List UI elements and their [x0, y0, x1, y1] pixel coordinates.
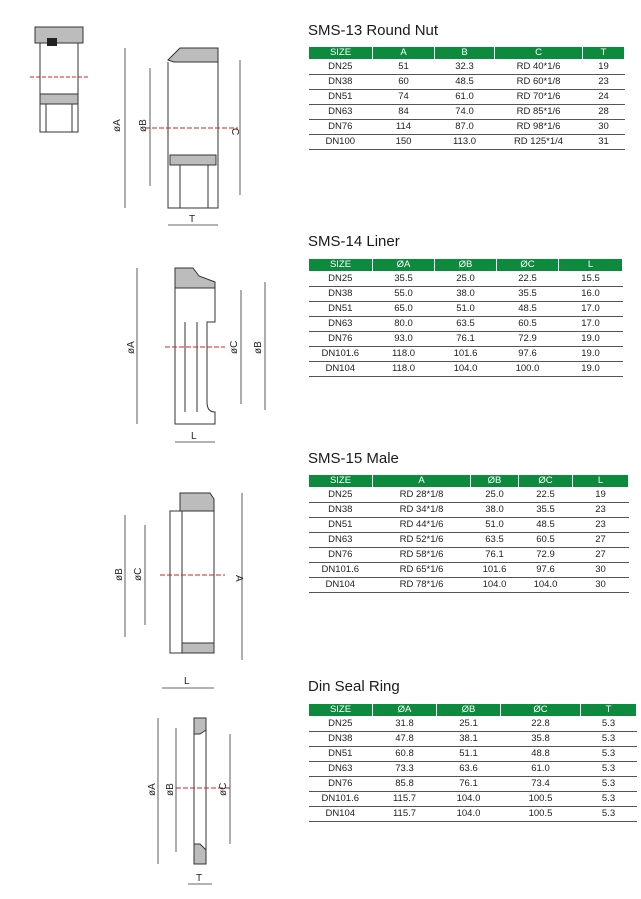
label-l: L: [184, 676, 190, 687]
table-row: [309, 732, 637, 747]
table-cell: DN51: [309, 747, 373, 762]
table-cell: DN76: [309, 548, 373, 563]
table-cell: RD 125*1/4: [495, 135, 583, 150]
column-header: ØA: [373, 704, 437, 717]
table-cell: 104.0: [437, 807, 501, 822]
table-cell: 31.8: [373, 717, 437, 732]
table-cell: 22.8: [501, 717, 581, 732]
table-cell: 73.4: [501, 777, 581, 792]
column-header: C: [495, 47, 583, 60]
table-cell: DN63: [309, 105, 373, 120]
seal-block: [47, 38, 57, 46]
label-dia-a: øA: [147, 783, 158, 796]
table-cell: 30: [583, 120, 625, 135]
table-cell: 72.9: [497, 332, 559, 347]
table-cell: 101.6: [435, 347, 497, 362]
table-cell: 60: [373, 75, 435, 90]
table-row: [309, 347, 623, 362]
table-cell: 5.3: [581, 777, 637, 792]
dimension-drawing-sms15: [110, 485, 260, 695]
thread-hatch: [170, 155, 216, 165]
ring-hatch-top: [194, 718, 206, 734]
table-cell: 22.5: [497, 272, 559, 287]
table-cell: 5.3: [581, 792, 637, 807]
column-header: L: [559, 259, 623, 272]
table-cell: 30: [573, 563, 629, 578]
table-cell: 25.0: [435, 272, 497, 287]
table-row: [309, 317, 623, 332]
table-row: [309, 807, 637, 822]
table-row: [309, 362, 623, 377]
column-header: T: [583, 47, 625, 60]
table-cell: 118.0: [373, 347, 435, 362]
table-cell: DN101.6: [309, 792, 373, 807]
column-header: T: [581, 704, 637, 717]
label-dia-c: øC: [229, 340, 240, 354]
column-header: ØA: [373, 259, 435, 272]
male-outline: [170, 511, 214, 653]
label-dia-a: øA: [112, 119, 123, 132]
table-cell: DN25: [309, 272, 373, 287]
table-cell: DN63: [309, 317, 373, 332]
table-cell: DN104: [309, 578, 373, 593]
section-title-din-seal-ring: Din Seal Ring: [308, 678, 400, 695]
table-row: [309, 777, 637, 792]
table-cell: 38.0: [435, 287, 497, 302]
table-cell: RD 70*1/6: [495, 90, 583, 105]
dimension-drawing-din-seal-ring: [140, 710, 260, 890]
table-header-row: [309, 47, 625, 60]
table-cell: 51.1: [437, 747, 501, 762]
table-cell: 76.1: [435, 332, 497, 347]
table-cell: DN104: [309, 362, 373, 377]
table-cell: 19: [573, 488, 629, 503]
table-cell: 65.0: [373, 302, 435, 317]
table-cell: 60.5: [497, 317, 559, 332]
table-cell: 35.5: [373, 272, 435, 287]
table-cell: 25.1: [437, 717, 501, 732]
column-header: A: [373, 47, 435, 60]
table-cell: 60.5: [519, 533, 573, 548]
liner-hatch: [175, 268, 215, 288]
column-header: ØB: [437, 704, 501, 717]
table-cell: DN101.6: [309, 563, 373, 578]
table-cell: 115.7: [373, 807, 437, 822]
column-header: SIZE: [309, 475, 373, 488]
table-cell: 23: [573, 503, 629, 518]
table-cell: 27: [573, 548, 629, 563]
table-row: [309, 488, 629, 503]
table-cell: RD 60*1/8: [495, 75, 583, 90]
table-cell: 115.7: [373, 792, 437, 807]
label-dia-a: øA: [126, 341, 137, 354]
table-cell: 19: [583, 60, 625, 75]
spec-table-din-seal-ring: [308, 703, 637, 822]
ring-hatch-bottom: [194, 844, 206, 864]
table-cell: 19.0: [559, 362, 623, 377]
table-cell: DN25: [309, 717, 373, 732]
table-header-row: [309, 475, 629, 488]
table-cell: 60.8: [373, 747, 437, 762]
table-cell: DN101.6: [309, 347, 373, 362]
table-cell: 23: [583, 75, 625, 90]
table-cell: RD 28*1/8: [373, 488, 471, 503]
table-row: [309, 302, 623, 317]
table-row: [309, 578, 629, 593]
table-cell: 15.5: [559, 272, 623, 287]
table-row: [309, 75, 625, 90]
table-cell: RD 34*1/8: [373, 503, 471, 518]
table-cell: 22.5: [519, 488, 573, 503]
column-header: ØC: [497, 259, 559, 272]
label-dia-b: øB: [165, 783, 176, 796]
male-hatch: [180, 493, 214, 511]
label-dia-c: øC: [218, 782, 229, 796]
table-row: [309, 503, 629, 518]
table-cell: RD 40*1/6: [495, 60, 583, 75]
table-cell: 48.5: [497, 302, 559, 317]
table-cell: RD 65*1/6: [373, 563, 471, 578]
table-cell: DN76: [309, 777, 373, 792]
column-header: A: [373, 475, 471, 488]
table-row: [309, 548, 629, 563]
table-cell: 80.0: [373, 317, 435, 332]
table-cell: 17.0: [559, 302, 623, 317]
table-cell: 72.9: [519, 548, 573, 563]
table-cell: 19.0: [559, 332, 623, 347]
table-cell: 51.0: [435, 302, 497, 317]
label-l: L: [191, 431, 197, 442]
table-cell: 87.0: [435, 120, 495, 135]
table-cell: 25.0: [471, 488, 519, 503]
table-cell: 61.0: [435, 90, 495, 105]
table-cell: DN104: [309, 807, 373, 822]
table-cell: 48.5: [519, 518, 573, 533]
table-row: [309, 332, 623, 347]
table-cell: 76.1: [471, 548, 519, 563]
spec-table-sms13: [308, 46, 625, 150]
section-title-sms15: SMS-15 Male: [308, 450, 399, 467]
table-row: [309, 518, 629, 533]
table-cell: 84: [373, 105, 435, 120]
table-cell: 5.3: [581, 807, 637, 822]
table-cell: RD 58*1/6: [373, 548, 471, 563]
table-cell: 16.0: [559, 287, 623, 302]
table-cell: DN76: [309, 332, 373, 347]
table-cell: 97.6: [519, 563, 573, 578]
label-t: T: [196, 873, 203, 884]
thread-hatch: [182, 643, 214, 653]
column-header: L: [573, 475, 629, 488]
label-dia-b: øB: [114, 568, 125, 581]
table-header-row: [309, 704, 637, 717]
table-cell: 113.0: [435, 135, 495, 150]
nut-cap-hatch: [35, 27, 83, 43]
label-dia-c: øC: [133, 567, 144, 581]
table-row: [309, 90, 625, 105]
table-cell: DN51: [309, 90, 373, 105]
table-cell: 114: [373, 120, 435, 135]
table-cell: 38.0: [471, 503, 519, 518]
table-cell: 101.6: [471, 563, 519, 578]
table-cell: 63.5: [435, 317, 497, 332]
table-cell: 5.3: [581, 762, 637, 777]
table-cell: 27: [573, 533, 629, 548]
table-cell: DN38: [309, 503, 373, 518]
table-cell: 55.0: [373, 287, 435, 302]
table-cell: 35.5: [497, 287, 559, 302]
column-header: SIZE: [309, 259, 373, 272]
column-header: ØB: [435, 259, 497, 272]
table-cell: 100.0: [497, 362, 559, 377]
table-row: [309, 533, 629, 548]
dimension-drawing-sms14: [115, 262, 275, 452]
table-cell: RD 52*1/6: [373, 533, 471, 548]
table-cell: RD 78*1/6: [373, 578, 471, 593]
table-row: [309, 287, 623, 302]
table-cell: 51: [373, 60, 435, 75]
table-cell: 76.1: [437, 777, 501, 792]
table-cell: DN51: [309, 518, 373, 533]
table-cell: 32.3: [435, 60, 495, 75]
table-cell: DN38: [309, 732, 373, 747]
table-cell: DN76: [309, 120, 373, 135]
column-header: SIZE: [309, 704, 373, 717]
table-cell: DN63: [309, 533, 373, 548]
table-cell: 85.8: [373, 777, 437, 792]
nut-outline: [168, 62, 218, 208]
ring-outline: [194, 730, 206, 850]
table-row: [309, 135, 625, 150]
spec-table-sms15: [308, 474, 629, 593]
table-row: [309, 120, 625, 135]
table-cell: DN25: [309, 488, 373, 503]
table-row: [309, 105, 625, 120]
table-cell: 97.6: [497, 347, 559, 362]
table-cell: 93.0: [373, 332, 435, 347]
table-cell: 104.0: [519, 578, 573, 593]
liner-outline: [175, 288, 215, 424]
section-title-sms14: SMS-14 Liner: [308, 233, 400, 250]
table-cell: RD 98*1/6: [495, 120, 583, 135]
table-cell: 23: [573, 518, 629, 533]
column-header: B: [435, 47, 495, 60]
label-dia-b: øB: [253, 341, 264, 354]
table-cell: 118.0: [373, 362, 435, 377]
table-cell: 104.0: [471, 578, 519, 593]
table-cell: 73.3: [373, 762, 437, 777]
table-cell: RD 44*1/6: [373, 518, 471, 533]
table-cell: DN25: [309, 60, 373, 75]
dimension-drawing-sms13: [110, 40, 250, 235]
table-cell: 48.5: [435, 75, 495, 90]
table-cell: DN38: [309, 75, 373, 90]
table-cell: 28: [583, 105, 625, 120]
label-dia-b: øB: [138, 119, 149, 132]
table-cell: 63.5: [471, 533, 519, 548]
table-row: [309, 792, 637, 807]
table-cell: 61.0: [501, 762, 581, 777]
label-t: T: [189, 214, 196, 225]
table-cell: 74.0: [435, 105, 495, 120]
table-row: [309, 60, 625, 75]
table-cell: 47.8: [373, 732, 437, 747]
table-row: [309, 747, 637, 762]
table-cell: 30: [573, 578, 629, 593]
table-cell: 35.5: [519, 503, 573, 518]
table-cell: 5.3: [581, 747, 637, 762]
table-row: [309, 762, 637, 777]
table-cell: 35.8: [501, 732, 581, 747]
table-cell: 5.3: [581, 717, 637, 732]
table-cell: DN63: [309, 762, 373, 777]
table-cell: 74: [373, 90, 435, 105]
table-cell: 63.6: [437, 762, 501, 777]
table-header-row: [309, 259, 623, 272]
table-cell: 100.5: [501, 792, 581, 807]
table-cell: 17.0: [559, 317, 623, 332]
table-row: [309, 272, 623, 287]
table-row: [309, 717, 637, 732]
table-cell: 100.5: [501, 807, 581, 822]
table-cell: DN51: [309, 302, 373, 317]
liner-hatch: [40, 94, 78, 104]
table-cell: 38.1: [437, 732, 501, 747]
column-header: SIZE: [309, 47, 373, 60]
section-title-sms13: SMS-13 Round Nut: [308, 22, 439, 39]
table-cell: DN100: [309, 135, 373, 150]
spec-table-sms14: [308, 258, 623, 377]
table-cell: 104.0: [435, 362, 497, 377]
column-header: ØB: [471, 475, 519, 488]
label-c: C: [229, 128, 240, 136]
table-cell: 19.0: [559, 347, 623, 362]
table-cell: 51.0: [471, 518, 519, 533]
table-cell: RD 85*1/6: [495, 105, 583, 120]
table-cell: 48.8: [501, 747, 581, 762]
table-cell: 104.0: [437, 792, 501, 807]
table-cell: 24: [583, 90, 625, 105]
assembly-drawing-sms13-small: [20, 22, 100, 152]
table-cell: 31: [583, 135, 625, 150]
nut-hatch: [168, 48, 218, 62]
table-cell: 150: [373, 135, 435, 150]
column-header: ØC: [519, 475, 573, 488]
label-a: A: [233, 575, 244, 582]
column-header: ØC: [501, 704, 581, 717]
table-row: [309, 563, 629, 578]
table-cell: DN38: [309, 287, 373, 302]
table-cell: 5.3: [581, 732, 637, 747]
